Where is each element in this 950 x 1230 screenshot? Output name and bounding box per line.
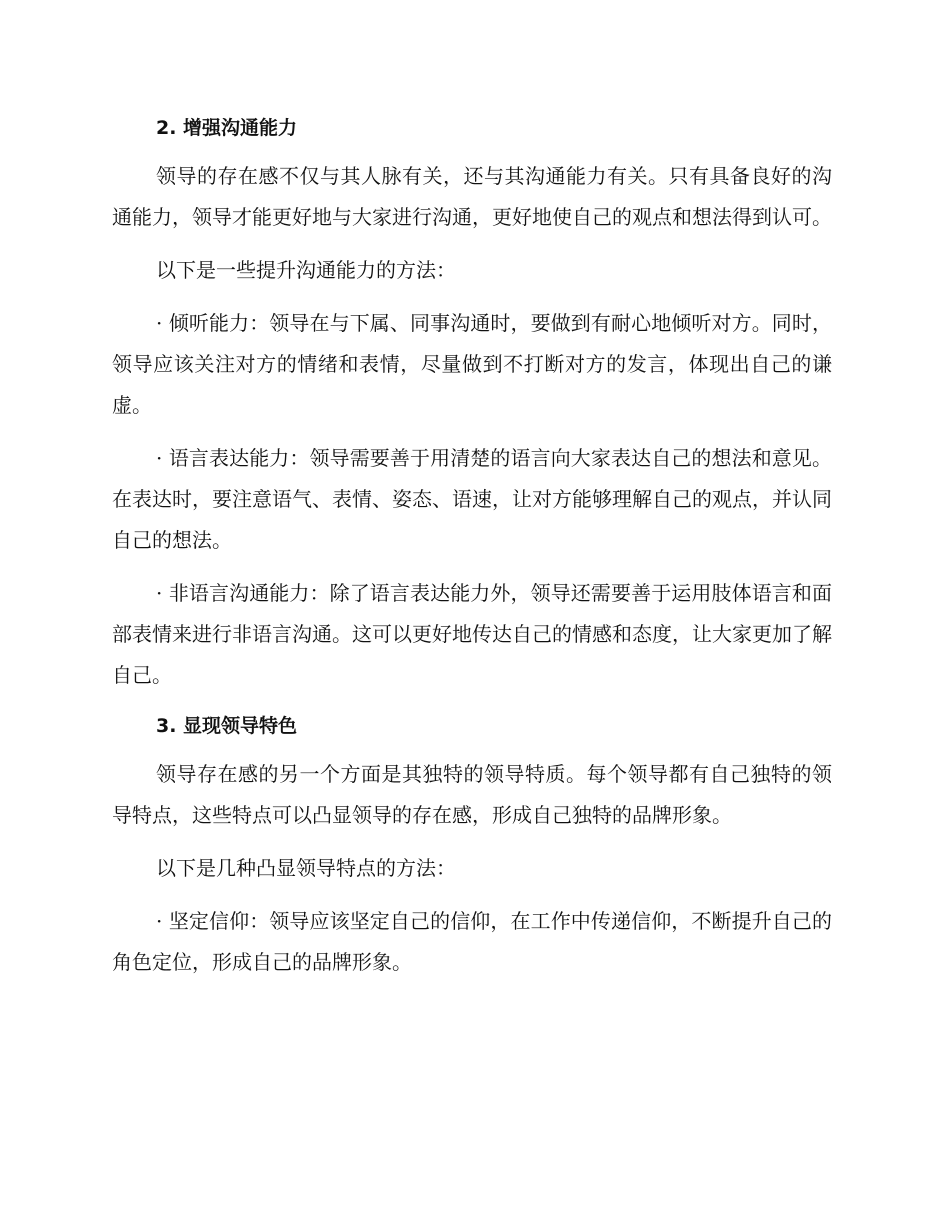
paragraph: 领导存在感的另一个方面是其独特的领导特质。每个领导都有自己独特的领导特点，这些特点可以凸显领导的存在感，形成自己独特的品牌形象。 <box>112 762 832 827</box>
document-body <box>112 110 832 983</box>
bullet-paragraph: · 非语言沟通能力：除了语言表达能力外，领导还需要善于运用肢体语言和面部表情来进行非语言沟通。这可以更好地传达自己的情感和态度，让大家更加了解自己。 <box>112 581 832 687</box>
bullet-paragraph: · 语言表达能力：领导需要善于用清楚的语言向大家表达自己的想法和意见。在表达时，要注意语气、表情、姿态、语速，让对方能够理解自己的观点，并认同自己的想法。 <box>112 446 832 552</box>
paragraph: 以下是几种凸显领导特点的方法： <box>156 856 456 880</box>
paragraph: 领导的存在感不仅与其人脉有关，还与其沟通能力有关。只有具备良好的沟通能力，领导才能更好地与大家进行沟通，更好地使自己的观点和想法得到认可。 <box>112 164 832 229</box>
bullet-paragraph: · 坚定信仰：领导应该坚定自己的信仰，在工作中传递信仰，不断提升自己的角色定位，形成自己的品牌形象。 <box>112 909 832 974</box>
paragraph: 以下是一些提升沟通能力的方法： <box>156 258 456 282</box>
bullet-paragraph: · 倾听能力：领导在与下属、同事沟通时，要做到有耐心地倾听对方。同时，领导应该关注对方的情绪和表情，尽量做到不打断对方的发言，体现出自己的谦虚。 <box>112 311 832 417</box>
section-heading: 2. 增强沟通能力 <box>156 117 298 139</box>
section-heading: 3. 显现领导特色 <box>156 715 298 737</box>
